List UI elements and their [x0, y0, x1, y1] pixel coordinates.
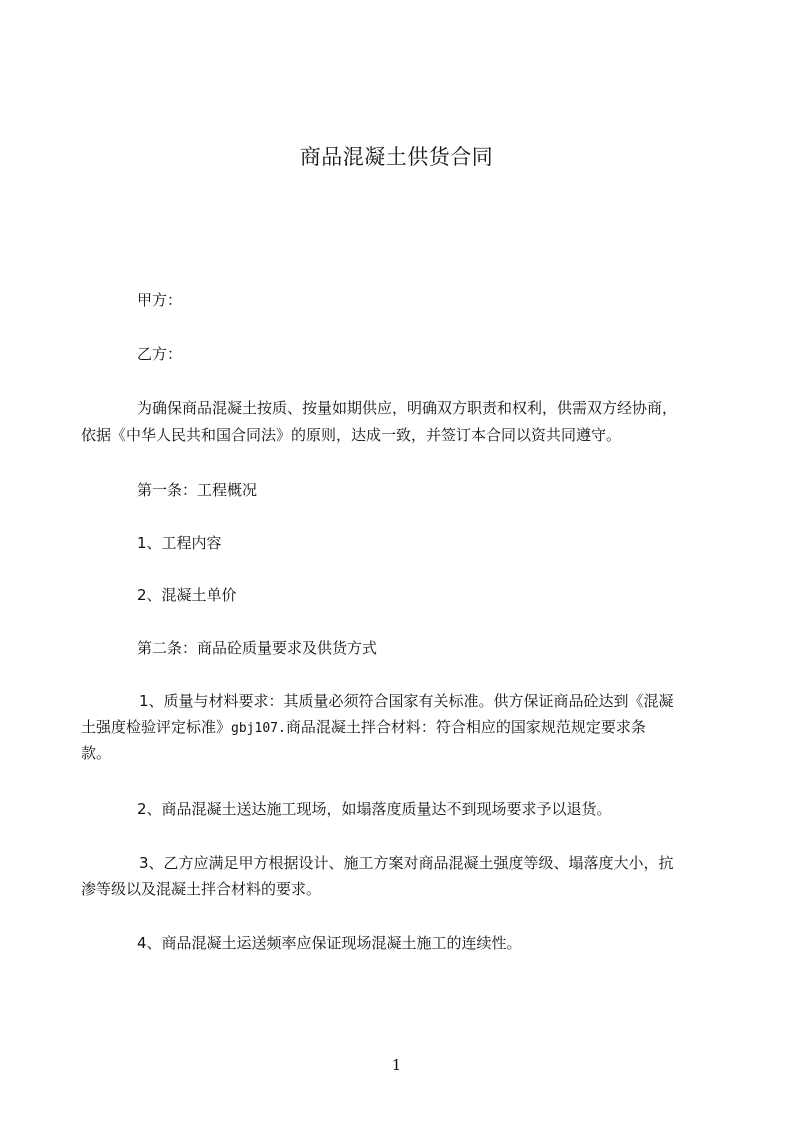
article-2-item-1-line-1: 1、质量与材料要求：其质量必须符合国家有关标准。供方保证商品砼达到《混凝: [139, 692, 674, 710]
party-b-label: 乙方：: [137, 345, 183, 363]
article-2-item-1-line-3: 款。: [81, 744, 112, 762]
article-1-heading: 第一条：工程概况: [137, 481, 258, 499]
page-number: 1: [391, 1056, 402, 1074]
article-2-item-1-line-2: [81, 714, 711, 742]
article-1-item-1: 1、工程内容: [137, 534, 222, 552]
intro-line-2: 依据《中华人民共和国合同法》的原则，达成一致，并签订本合同以资共同遵守。: [81, 426, 622, 444]
article-2-item-1-line-2-end: 商品混凝土拌合材料：符合相应的国家规范规定要求条: [285, 718, 646, 736]
article-2-item-3-line-1: 3、乙方应满足甲方根据设计、施工方案对商品混凝土强度等级、塌落度大小，抗: [139, 854, 674, 872]
article-1-item-2: 2、混凝土单价: [137, 586, 237, 604]
article-2-item-2: 2、商品混凝土送达施工现场，如塌落度质量达不到现场要求予以退货。: [137, 800, 612, 818]
article-2-item-3-line-2: 渗等级以及混凝土拌合材料的要求。: [81, 880, 322, 898]
party-a-label: 甲方：: [137, 291, 183, 309]
document-title: 商品混凝土供货合同: [299, 145, 494, 169]
standard-code: gbj107.: [231, 721, 286, 736]
article-2-heading: 第二条：商品砼质量要求及供货方式: [137, 639, 378, 657]
intro-line-1: 为确保商品混凝土按质、按量如期供应，明确双方职责和权利，供需双方经协商，: [137, 399, 678, 417]
article-2-item-4: 4、商品混凝土运送频率应保证现场混凝土施工的连续性。: [137, 934, 522, 952]
article-2-item-1-line-2-start: 土强度检验评定标准》: [81, 718, 232, 736]
